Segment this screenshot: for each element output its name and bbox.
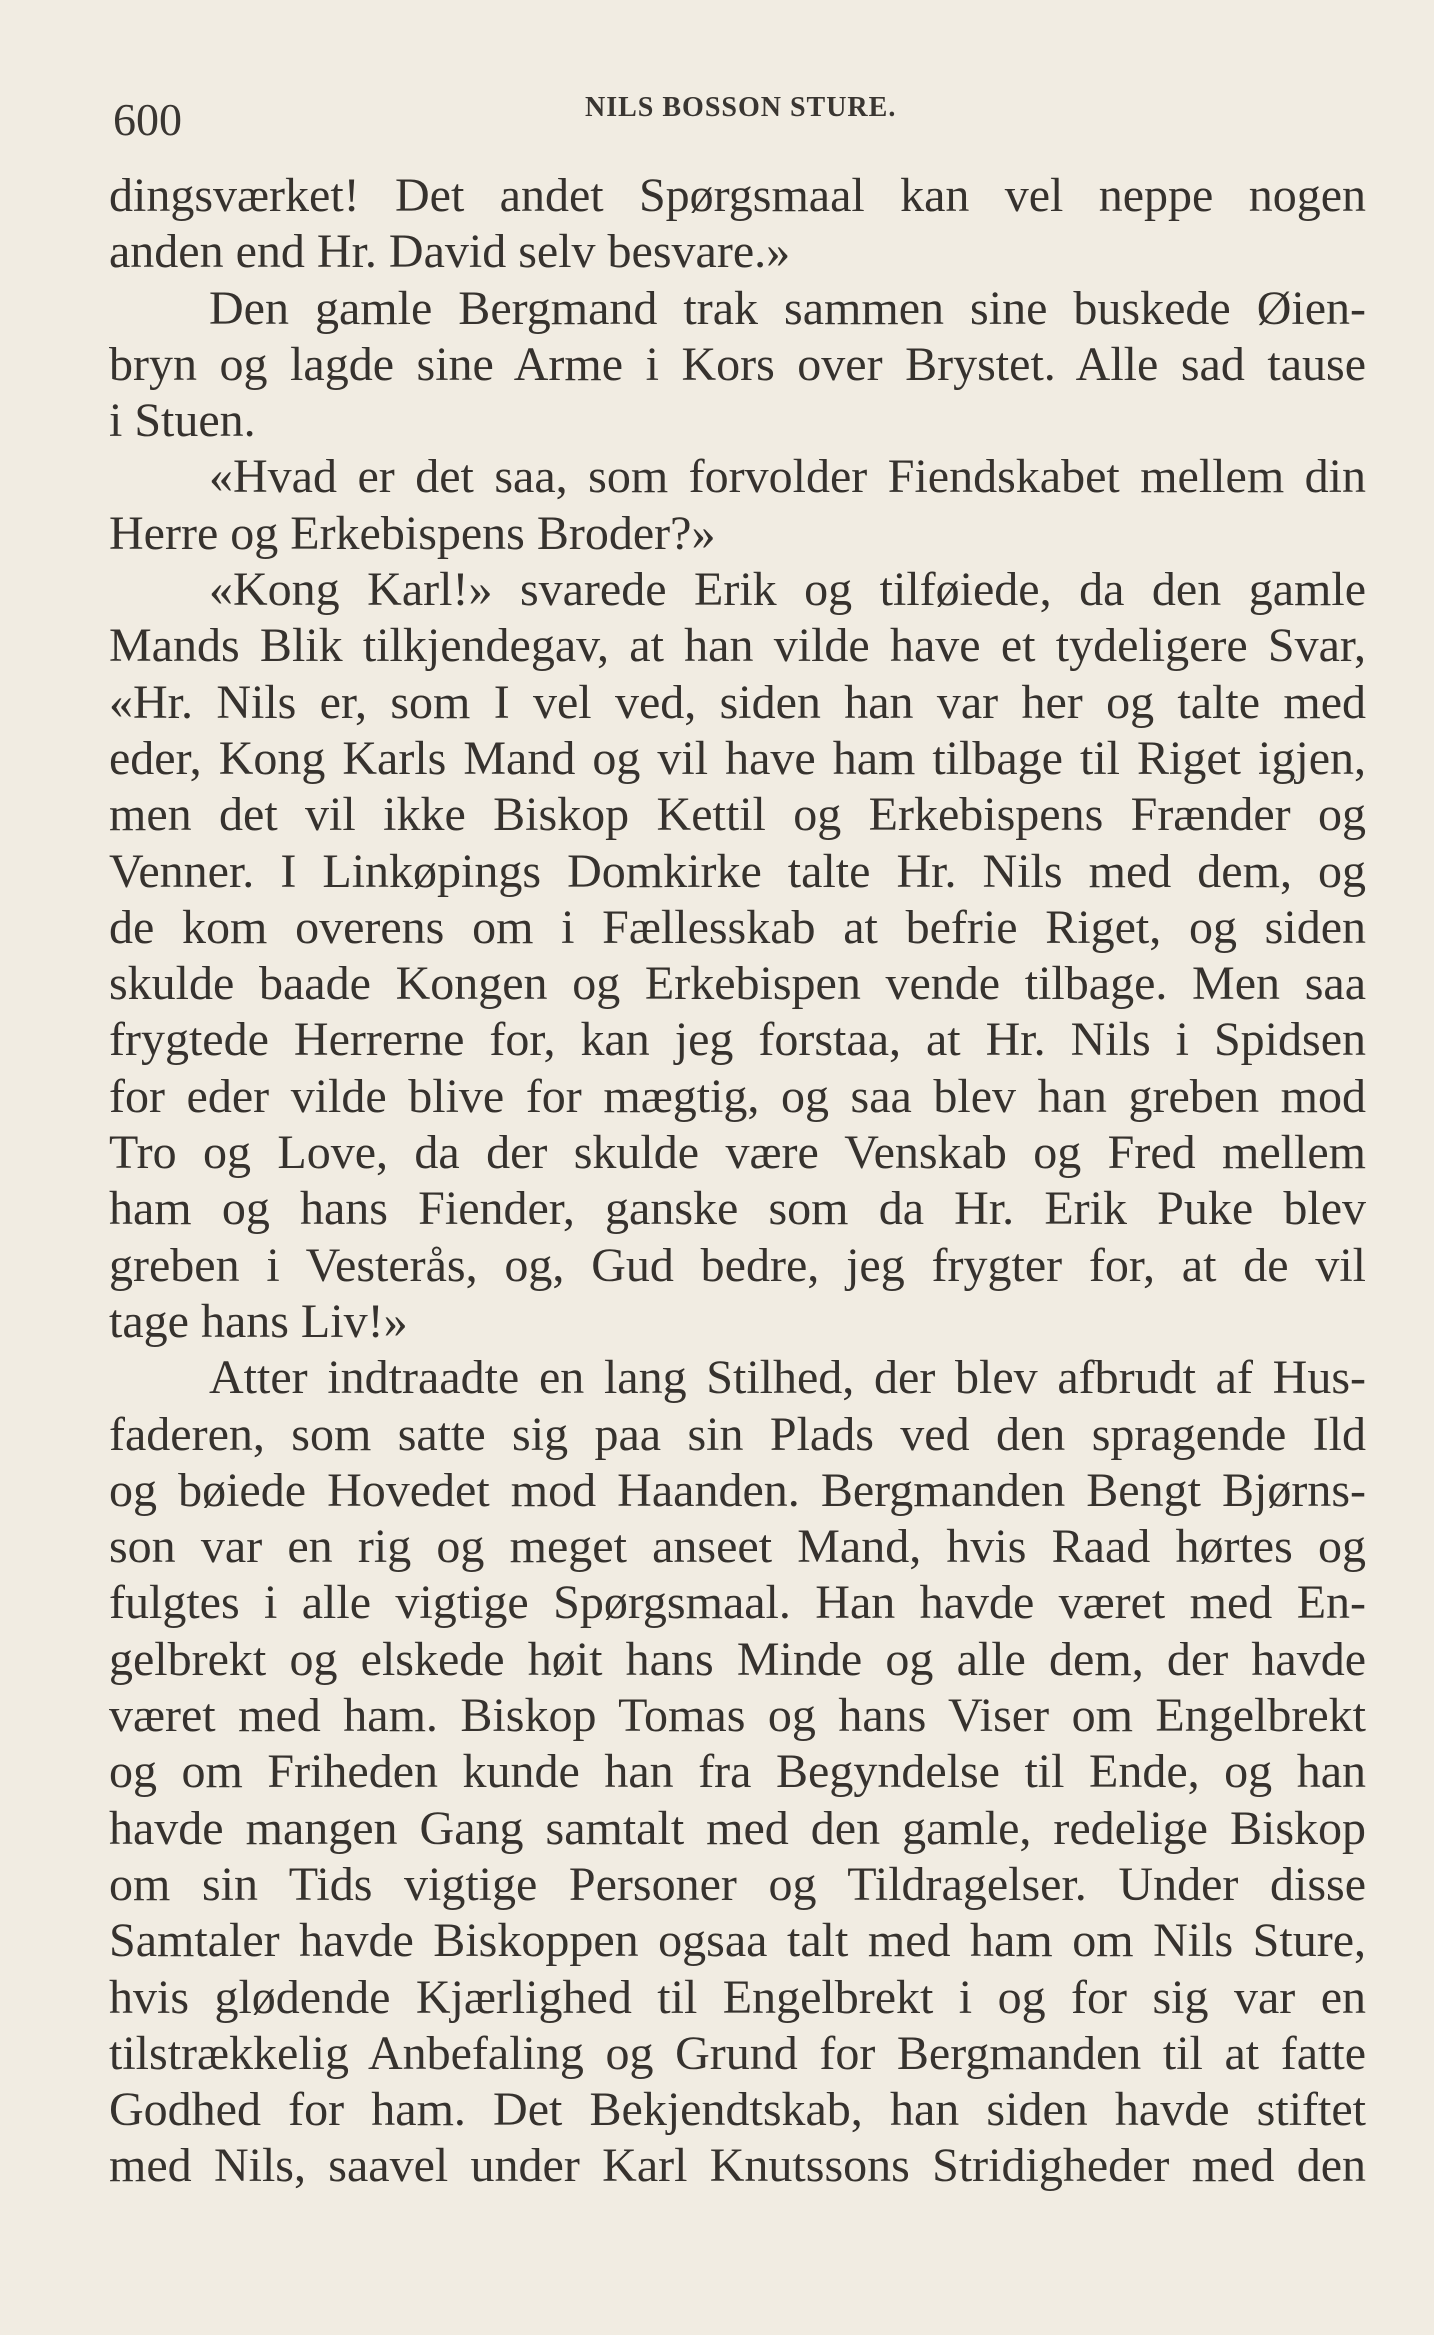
text-line: Tro og Love, da der skulde være Venskab og Fred mellem [109, 1126, 1366, 1180]
text-line: son var en rig og meget anseet Mand, hvis Raad hørtes og [109, 1520, 1366, 1574]
text-line: for eder vilde blive for mægtig, og saa blev han greben mod [109, 1069, 1366, 1123]
text-line: Venner. I Linkøpings Domkirke talte Hr. Nils med dem, og [109, 844, 1366, 898]
paragraph [109, 1350, 1366, 2194]
text-line: de kom overens om i Fællesskab at befrie Riget, og siden [109, 900, 1366, 954]
text-line: gelbrekt og elskede høit hans Minde og alle dem, der havde [109, 1632, 1366, 1686]
text-line: og bøiede Hovedet mod Haanden. Bergmanden Bengt Bjørns- [109, 1463, 1366, 1517]
text-line: «Kong Karl!» svarede Erik og tilføiede, da den gamle [209, 563, 1366, 617]
text-line: anden end Hr. David selv besvare.» [109, 225, 791, 279]
text-line: været med ham. Biskop Tomas og hans Viser om Engelbrekt [109, 1689, 1366, 1743]
text-line: i Stuen. [109, 394, 256, 448]
text-line: Mands Blik tilkjendegav, at han vilde have et tydeligere Svar, [109, 619, 1366, 673]
text-line: tage hans Liv!» [109, 1294, 408, 1348]
text-line: Samtaler havde Biskoppen ogsaa talt med ham om Nils Sture, [109, 1914, 1366, 1968]
text-line: hvis glødende Kjærlighed til Engelbrekt i og for sig var en [109, 1970, 1366, 2024]
page-number: 600 [113, 94, 182, 145]
text-line: Godhed for ham. Det Bekjendtskab, han siden havde stiftet [109, 2083, 1366, 2137]
running-title: NILS BOSSON STURE. [585, 92, 897, 123]
paragraph [109, 562, 1366, 1350]
body-text [109, 168, 1366, 2195]
text-line: tilstrækkelig Anbefaling og Grund for Bergmanden til at fatte [109, 2026, 1366, 2080]
text-line: og om Friheden kunde han fra Begyndelse til Ende, og han [109, 1745, 1366, 1799]
text-line: faderen, som satte sig paa sin Plads ved den spragende Ild [109, 1407, 1366, 1461]
text-line: Herre og Erkebispens Broder?» [109, 506, 716, 560]
text-line: eder, Kong Karls Mand og vil have ham tilbage til Riget igjen, [109, 731, 1366, 785]
text-line: havde mangen Gang samtalt med den gamle, redelige Biskop [109, 1801, 1366, 1855]
text-line: «Hvad er det saa, som forvolder Fiendskabet mellem din [209, 450, 1366, 504]
text-line: bryn og lagde sine Arme i Kors over Brystet. Alle sad tause [109, 337, 1366, 391]
paragraph [109, 281, 1366, 450]
text-line: med Nils, saavel under Karl Knutssons Stridigheder med den [109, 2139, 1366, 2193]
text-line: men det vil ikke Biskop Kettil og Erkebispens Frænder og [109, 788, 1366, 842]
text-line: «Hr. Nils er, som I vel ved, siden han var her og talte med [109, 675, 1366, 729]
text-line: skulde baade Kongen og Erkebispen vende tilbage. Men saa [109, 957, 1366, 1011]
text-line: Atter indtraadte en lang Stilhed, der blev afbrudt af Hus- [209, 1351, 1366, 1405]
paragraph [109, 449, 1366, 562]
text-line: frygtede Herrerne for, kan jeg forstaa, at Hr. Nils i Spidsen [109, 1013, 1366, 1067]
text-line: ham og hans Fiender, ganske som da Hr. Erik Puke blev [109, 1182, 1366, 1236]
text-line: Den gamle Bergmand trak sammen sine buskede Øien- [209, 281, 1366, 335]
text-line: dingsværket! Det andet Spørgsmaal kan vel neppe nogen [109, 169, 1366, 222]
text-line: fulgtes i alle vigtige Spørgsmaal. Han havde været med En- [109, 1576, 1366, 1630]
text-line: om sin Tids vigtige Personer og Tildragelser. Under disse [109, 1857, 1366, 1911]
text-line: greben i Vesterås, og, Gud bedre, jeg frygter for, at de vil [109, 1238, 1366, 1292]
paragraph [109, 168, 1366, 281]
